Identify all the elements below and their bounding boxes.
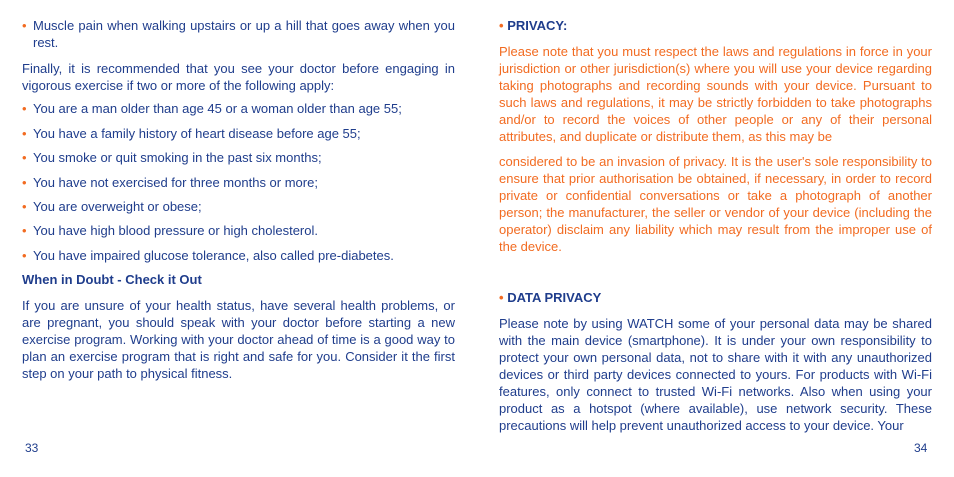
bullet-dot: •	[22, 150, 27, 165]
bullet-item: You have impaired glucose tolerance, also called pre-diabetes.	[33, 248, 394, 263]
privacy-paragraph-1: Please note that you must respect the laws and regulations in force in your jurisdiction or other jurisdiction(s) where you will use your device regarding taking photographs and recording sounds with your device. Pursuant to such laws and regulations, it may be strictly forbidden to take photographs and/or to record the voices of other people or any of their personal attributes, and duplicate or distribute them, as this may be	[499, 44, 932, 144]
section-heading-doubt: When in Doubt - Check it Out	[22, 272, 202, 287]
intro-paragraph: Finally, it is recommended that you see your doctor before engaging in vigorous exercise if two or more of the following apply:	[22, 61, 455, 93]
bullet-item: You are a man older than age 45 or a woman older than age 55;	[33, 101, 402, 116]
bullet-dot: •	[22, 223, 27, 238]
bullet-dot: •	[499, 290, 504, 305]
bullet-item: You have not exercised for three months or more;	[33, 175, 318, 190]
data-privacy-heading-text: DATA PRIVACY	[507, 290, 602, 305]
bullet-item: You have high blood pressure or high cholesterol.	[33, 223, 318, 238]
data-privacy-heading	[499, 289, 601, 306]
bullet-dot: •	[499, 18, 504, 33]
bullet-dot: •	[22, 126, 27, 141]
page-number-left: 33	[25, 441, 39, 455]
bullet-item: You have a family history of heart disease before age 55;	[33, 126, 361, 141]
bullet-dot: •	[22, 248, 27, 263]
bullet-dot: •	[22, 18, 27, 33]
data-privacy-paragraph: Please note by using WATCH some of your personal data may be shared with the main device (smartphone). It is under your own responsibility to protect your own personal data, not to share with it with any unauthorized devices or third party devices connected to yours. For products with Wi-Fi features, only connect to trusted Wi-Fi networks. Also when using your product as a hotspot (where available), use network security. These precautions will help prevent unauthorized access to your device. Your	[499, 316, 932, 433]
bullet-item: You smoke or quit smoking in the past six months;	[33, 150, 322, 165]
privacy-paragraph-2: considered to be an invasion of privacy. It is the user's sole responsibility to ensure that prior authorisation be obtained, if necessary, in order to record private or confidential conversations or take a photograph of another person; the manufacturer, the seller or vendor of your device (including the operator) disclaim any liability which may result from the improper use of the device.	[499, 154, 932, 254]
closing-paragraph: If you are unsure of your health status, have several health problems, or are pregnant, you should speak with your doctor before starting a new exercise program. Working with your doctor ahead of time is a good way to plan an exercise program that is right and safe for you. Consider it the first step on your path to physical fitness.	[22, 298, 455, 381]
bullet-item: You are overweight or obese;	[33, 199, 202, 214]
bullet-muscle-pain: Muscle pain when walking upstairs or up a hill that goes away when you rest.	[33, 18, 455, 50]
bullet-dot: •	[22, 199, 27, 214]
privacy-heading-text: PRIVACY:	[507, 18, 568, 33]
bullet-dot: •	[22, 101, 27, 116]
bullet-dot: •	[22, 175, 27, 190]
page-number-right: 34	[914, 441, 928, 455]
privacy-heading	[499, 17, 567, 34]
